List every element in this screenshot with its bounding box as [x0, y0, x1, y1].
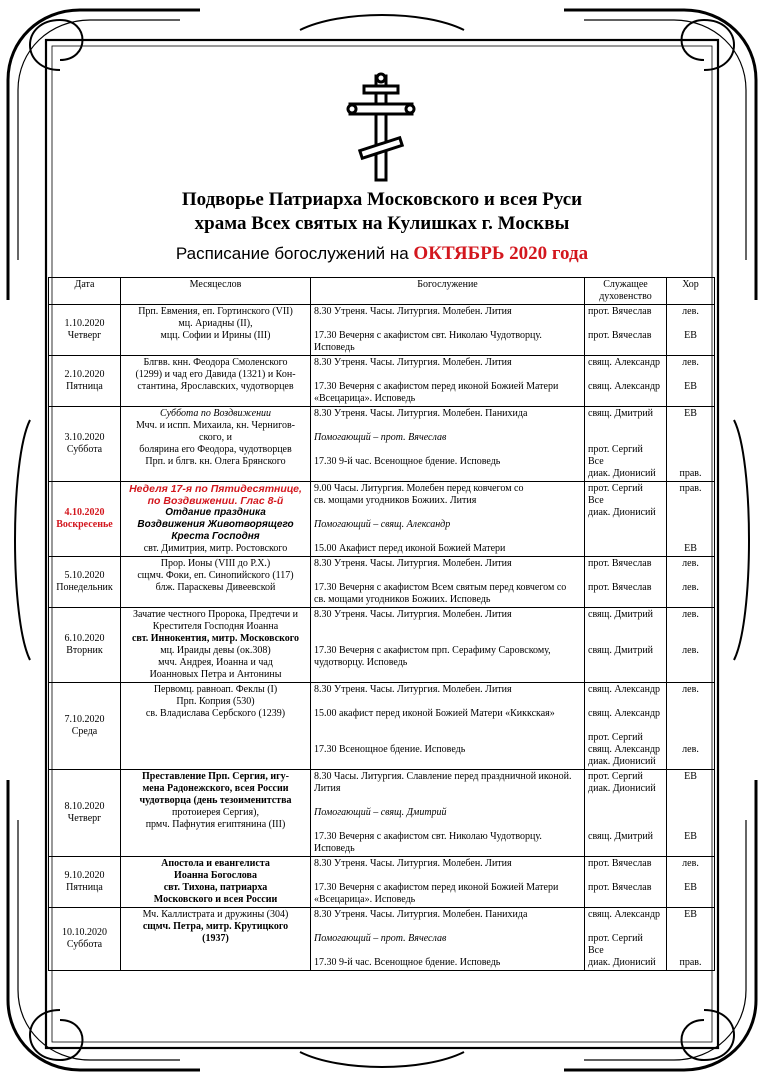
cell-line: сщмч. Петра, митр. Крутицкого — [142, 921, 289, 932]
cell-line — [670, 720, 711, 732]
weekday: Суббота — [66, 939, 103, 950]
clergy-cell — [585, 908, 667, 971]
cell-line: 8.30 Утреня. Часы. Литургия. Молебен. Лития — [314, 306, 512, 317]
cell-line: Блгвв. кнн. Феодора Смоленского — [143, 357, 288, 368]
cell-line: прав. — [679, 468, 702, 479]
cell-line — [314, 819, 581, 831]
cell-line: Все — [588, 945, 604, 956]
cell-line — [670, 819, 711, 831]
cell-line: 17.30 Вечерня с акафистом свт. Николаю Чудотворцу. — [314, 330, 542, 341]
choir-cell — [667, 908, 715, 971]
cell-line — [588, 369, 663, 381]
cell-line — [314, 318, 581, 330]
date: 2.10.2020 — [64, 369, 105, 380]
service-cell — [311, 356, 585, 407]
cell-line: 8.30 Утреня. Часы. Литургия. Молебен. Лития — [314, 609, 512, 620]
cell-line — [670, 342, 711, 354]
weekday: Среда — [71, 726, 98, 737]
date: 3.10.2020 — [64, 432, 105, 443]
cell-line: 17.30 Вечерня с акафистом прп. Серафиму Саровскому, — [314, 645, 551, 656]
cell-line: ЕВ — [684, 771, 697, 782]
orthodox-cross-icon — [346, 72, 416, 184]
cell-line: мц. Ираиды девы (ок.308) — [160, 645, 271, 656]
cell-line: прмч. Пафнутия египтянина (III) — [145, 819, 286, 830]
saints-cell — [121, 482, 311, 557]
choir-cell — [667, 356, 715, 407]
cell-line — [670, 708, 711, 720]
cell-line: прот. Вячеслав — [588, 582, 652, 593]
cell-line — [588, 342, 663, 354]
cell-line: диак. Дионисий — [588, 783, 656, 794]
cell-line — [314, 720, 581, 732]
date-cell — [49, 356, 121, 407]
cell-line: Креста Господня — [171, 531, 260, 542]
cell-line: свящ. Александр — [588, 744, 661, 755]
clergy-cell — [585, 482, 667, 557]
service-cell — [311, 557, 585, 608]
cell-line: лев. — [682, 645, 699, 656]
choir-cell — [667, 857, 715, 908]
saints-cell — [121, 557, 311, 608]
date-cell — [49, 407, 121, 482]
cell-line — [314, 921, 581, 933]
cell-line — [670, 894, 711, 906]
clergy-cell — [585, 557, 667, 608]
cell-line: прав. — [679, 483, 702, 494]
cell-line: Все — [588, 456, 604, 467]
cell-line: 17.30 9-й час. Всенощное бдение. Исповедь — [314, 957, 501, 968]
cell-line — [314, 444, 581, 456]
cell-line: диак. Дионисий — [588, 957, 656, 968]
cell-line — [670, 444, 711, 456]
cell-line — [670, 633, 711, 645]
schedule-body — [49, 305, 715, 971]
cell-line — [588, 819, 663, 831]
service-cell — [311, 683, 585, 770]
cell-line: 17.30 Вечерня с акафистом перед иконой Божией Матери — [314, 882, 559, 893]
cell-line: ЕВ — [684, 543, 697, 554]
page-subtitle: храма Всех святых на Кулишках г. Москвы — [194, 213, 570, 234]
date-cell — [49, 608, 121, 683]
table-row — [49, 305, 715, 356]
cell-line: 17.30 Всенощное бдение. Исповедь — [314, 744, 466, 755]
cell-line: 8.30 Утреня. Часы. Литургия. Молебен. Лития — [314, 357, 512, 368]
cell-line — [588, 393, 663, 405]
schedule-prefix: Расписание богослужений на — [175, 244, 409, 263]
cell-line: Все — [588, 495, 604, 506]
cell-line — [670, 531, 711, 543]
cell-line — [670, 807, 711, 819]
cell-line: лев. — [682, 744, 699, 755]
cell-line — [314, 732, 581, 744]
saints-cell — [121, 770, 311, 857]
cell-line — [314, 669, 581, 681]
cell-line — [670, 669, 711, 681]
cell-line — [588, 720, 663, 732]
cell-line: свт. Иннокентия, митр. Московского — [131, 633, 300, 644]
service-cell — [311, 407, 585, 482]
cell-line: по Воздвижении. Глас 8-й — [147, 495, 284, 507]
cell-line: Лития — [314, 783, 341, 794]
cell-line: прот. Сергий — [588, 933, 643, 944]
cell-line: Мчч. и испп. Михаила, кн. Чернигов- — [136, 420, 295, 431]
cell-line: 8.30 Утреня. Часы. Литургия. Молебен. Лития — [314, 858, 512, 869]
cell-line — [588, 570, 663, 582]
date: 8.10.2020 — [64, 801, 105, 812]
cell-line: ЕВ — [684, 909, 697, 920]
cell-line — [670, 369, 711, 381]
schedule-table — [48, 277, 715, 971]
cell-line: лев. — [682, 858, 699, 869]
cell-line: Помогающий – прот. Вячеслав — [314, 933, 447, 944]
service-cell — [311, 608, 585, 683]
date-cell — [49, 857, 121, 908]
cell-line: мц. Ариадны (II), — [178, 318, 253, 329]
cell-line: Иоанна Богослова — [174, 870, 257, 881]
service-cell — [311, 908, 585, 971]
cell-line — [314, 570, 581, 582]
weekday: Пятница — [66, 882, 103, 893]
date: 4.10.2020 — [64, 507, 105, 518]
cell-line — [588, 843, 663, 855]
cell-line: Прп. Евмения, еп. Гортинского (VII) — [138, 306, 293, 317]
cell-line: прот. Вячеслав — [588, 558, 652, 569]
cell-line — [588, 657, 663, 669]
cell-line: болярина его Феодора, чудотворцев — [139, 444, 292, 455]
table-row — [49, 557, 715, 608]
cell-line: Прор. Ионы (VIII до Р.Х.) — [160, 558, 271, 569]
cell-line: прот. Вячеслав — [588, 306, 652, 317]
cell-line: Преставление Прп. Сергия, игу- — [142, 771, 289, 782]
table-row — [49, 608, 715, 683]
cell-line: 17.30 9-й час. Всенощное бдение. Исповедь — [314, 456, 501, 467]
cell-line — [588, 531, 663, 543]
cell-line: (1937) — [202, 933, 229, 944]
clergy-cell — [585, 305, 667, 356]
cell-line — [670, 318, 711, 330]
saints-cell — [121, 908, 311, 971]
service-cell — [311, 857, 585, 908]
cell-line: 15.00 Акафист перед иконой Божией Матери — [314, 543, 506, 554]
cell-line — [588, 621, 663, 633]
cell-line: 8.30 Часы. Литургия. Славление перед праздничной иконой. — [314, 771, 572, 782]
cell-line: Исповедь — [314, 843, 355, 854]
cell-line: 8.30 Утреня. Часы. Литургия. Молебен. Панихида — [314, 408, 528, 419]
date: 1.10.2020 — [64, 318, 105, 329]
cell-line: Помогающий – свящ. Дмитрий — [314, 807, 447, 818]
cell-line — [588, 921, 663, 933]
cell-line: свящ. Дмитрий — [588, 645, 654, 656]
cell-line: прот. Вячеслав — [588, 330, 652, 341]
cell-line — [314, 468, 581, 480]
header-date: Дата — [49, 278, 121, 305]
clergy-cell — [585, 770, 667, 857]
choir-cell — [667, 608, 715, 683]
cell-line: ского, и — [199, 432, 232, 443]
weekday: Четверг — [67, 330, 102, 341]
cell-line: свящ. Александр — [588, 357, 661, 368]
cell-line — [670, 783, 711, 795]
cell-line — [670, 594, 711, 606]
date-cell — [49, 908, 121, 971]
clergy-cell — [585, 857, 667, 908]
cell-line — [670, 657, 711, 669]
cell-line: Апостола и евангелиста — [161, 858, 270, 869]
clergy-cell — [585, 683, 667, 770]
cell-line — [670, 507, 711, 519]
cell-line — [588, 633, 663, 645]
cell-line: Помогающий – прот. Вячеслав — [314, 432, 447, 443]
cell-line — [588, 696, 663, 708]
cell-line: 15.00 акафист перед иконой Божией Матери «Киккская» — [314, 708, 555, 719]
cell-line: прот. Сергий — [588, 444, 643, 455]
cell-line — [670, 570, 711, 582]
cell-line: свящ. Дмитрий — [588, 609, 654, 620]
schedule-heading — [0, 243, 764, 265]
saints-cell — [121, 356, 311, 407]
cell-line: свящ. Дмитрий — [588, 831, 654, 842]
cell-line: свящ. Александр — [588, 381, 661, 392]
cell-line: свящ. Дмитрий — [588, 408, 654, 419]
cell-line: 17.30 Вечерня с акафистом свт. Николаю Чудотворцу. — [314, 831, 542, 842]
cell-line: ЕВ — [684, 831, 697, 842]
cell-line — [670, 843, 711, 855]
date: 5.10.2020 — [64, 570, 105, 581]
cell-line: Московского и всея России — [153, 894, 278, 905]
weekday: Суббота — [66, 444, 103, 455]
cell-line: Неделя 17-я по Пятидесятнице, — [129, 483, 302, 495]
date-cell — [49, 482, 121, 557]
saints-cell — [121, 857, 311, 908]
cell-line — [670, 696, 711, 708]
cell-line: ЕВ — [684, 330, 697, 341]
table-row — [49, 683, 715, 770]
weekday: Вторник — [66, 645, 103, 656]
cell-line: 9.00 Часы. Литургия. Молебен перед ковчегом со — [314, 483, 524, 494]
cell-line — [670, 432, 711, 444]
cell-line — [314, 507, 581, 519]
cell-line — [670, 921, 711, 933]
cell-line: Воздвижения Животворящего — [137, 519, 294, 530]
cell-line: прот. Вячеслав — [588, 882, 652, 893]
cell-line: 8.30 Утреня. Часы. Литургия. Молебен. Лития — [314, 684, 512, 695]
cell-line — [670, 420, 711, 432]
cell-line: Мч. Каллистрата и дружины (304) — [142, 909, 289, 920]
cell-line — [314, 369, 581, 381]
cell-line — [670, 621, 711, 633]
cell-line — [588, 318, 663, 330]
choir-cell — [667, 557, 715, 608]
cell-line — [588, 543, 663, 555]
service-cell — [311, 770, 585, 857]
saints-cell — [121, 305, 311, 356]
cell-line — [314, 420, 581, 432]
cell-line: Зачатие честного Пророка, Предтечи и — [133, 609, 298, 620]
cell-line: свт. Димитрия, митр. Ростовского — [143, 543, 288, 554]
cell-line: ЕВ — [684, 381, 697, 392]
cell-line: «Всецарица». Исповедь — [314, 393, 416, 404]
cell-line — [314, 870, 581, 882]
cell-line: Исповедь — [314, 342, 355, 353]
cell-line: прот. Сергий — [588, 483, 643, 494]
date: 10.10.2020 — [62, 927, 107, 938]
choir-cell — [667, 683, 715, 770]
cell-line — [670, 933, 711, 945]
cell-line: прот. Вячеслав — [588, 858, 652, 869]
cell-line: свт. Тихона, патриарха — [163, 882, 268, 893]
cell-line: 8.30 Утреня. Часы. Литургия. Молебен. Лития — [314, 558, 512, 569]
date: 6.10.2020 — [64, 633, 105, 644]
cell-line — [588, 669, 663, 681]
cell-line — [314, 621, 581, 633]
cell-line: св. мощами угодников Божиих. Исповедь — [314, 594, 491, 605]
cell-line — [314, 945, 581, 957]
cell-line: протоиерея Сергия), — [172, 807, 259, 818]
cell-line — [670, 870, 711, 882]
cell-line — [670, 795, 711, 807]
cell-line: чудотворца (день тезоименитства — [139, 795, 292, 806]
cell-line: «Всецарица». Исповедь — [314, 894, 416, 905]
cell-line: Прп. Коприя (530) — [176, 696, 255, 707]
cell-line: прот. Сергий — [588, 771, 643, 782]
saints-cell — [121, 407, 311, 482]
cell-line: свящ. Александр — [588, 909, 661, 920]
date-cell — [49, 557, 121, 608]
cell-line — [588, 870, 663, 882]
cell-line: чудотворцу. Исповедь — [314, 657, 408, 668]
header-clergy: Служащее духовенство — [585, 278, 667, 305]
cell-line: диак. Дионисий — [588, 756, 656, 767]
date: 7.10.2020 — [64, 714, 105, 725]
cell-line — [588, 519, 663, 531]
cell-line: Иоанновых Петра и Антонины — [149, 669, 282, 680]
cell-line: Крестителя Господня Иоанна — [152, 621, 279, 632]
saints-cell — [121, 608, 311, 683]
page-title: Подворье Патриарха Московского и всея Руси — [181, 189, 583, 210]
cell-line: Отдание праздника — [165, 507, 266, 518]
cell-line: лев. — [682, 684, 699, 695]
cell-line — [588, 420, 663, 432]
cell-line — [588, 432, 663, 444]
weekday: Пятница — [66, 381, 103, 392]
cell-line — [314, 795, 581, 807]
cell-line — [314, 633, 581, 645]
table-row — [49, 908, 715, 971]
cell-line: 8.30 Утреня. Часы. Литургия. Молебен. Панихида — [314, 909, 528, 920]
table-row — [49, 857, 715, 908]
cell-line: (1299) и чад его Давида (1321) и Кон- — [135, 369, 296, 380]
cell-line: лев. — [682, 582, 699, 593]
table-row — [49, 482, 715, 557]
table-header-row — [49, 278, 715, 305]
cell-line: 17.30 Вечерня с акафистом перед иконой Божией Матери — [314, 381, 559, 392]
cell-line — [670, 456, 711, 468]
cell-line: Суббота по Воздвижении — [159, 408, 272, 419]
date-cell — [49, 305, 121, 356]
cell-line: Помогающий – свящ. Александр — [314, 519, 451, 530]
cell-line — [670, 732, 711, 744]
cell-line — [670, 393, 711, 405]
cell-line — [670, 495, 711, 507]
cell-line: лев. — [682, 306, 699, 317]
cell-line — [314, 531, 581, 543]
clergy-cell — [585, 608, 667, 683]
cell-line — [314, 696, 581, 708]
header-service: Богослужение — [311, 278, 585, 305]
date: 9.10.2020 — [64, 870, 105, 881]
choir-cell — [667, 482, 715, 557]
cell-line: Первомц. равноап. Феклы (I) — [153, 684, 278, 695]
cell-line — [588, 795, 663, 807]
cell-line: прав. — [679, 957, 702, 968]
table-row — [49, 407, 715, 482]
cell-line — [588, 807, 663, 819]
choir-cell — [667, 770, 715, 857]
cell-line: лев. — [682, 558, 699, 569]
cell-line — [670, 519, 711, 531]
cell-line: лев. — [682, 357, 699, 368]
cell-line: ЕВ — [684, 882, 697, 893]
service-cell — [311, 305, 585, 356]
table-row — [49, 356, 715, 407]
cell-line: мена Радонежского, всея России — [142, 783, 289, 794]
clergy-cell — [585, 356, 667, 407]
date-cell — [49, 770, 121, 857]
cell-line: Прп. и блгв. кн. Олега Брянского — [145, 456, 286, 467]
cell-line: ЕВ — [684, 408, 697, 419]
weekday: Четверг — [67, 813, 102, 824]
cell-line: мчч. Андрея, Иоанна и чад — [158, 657, 273, 668]
cell-line: мцц. Софии и Ирины (III) — [160, 330, 271, 341]
cell-line: св. Владислава Сербского (1239) — [145, 708, 286, 719]
cell-line — [588, 894, 663, 906]
header-saints: Месяцеслов — [121, 278, 311, 305]
cell-line: свящ. Александр — [588, 684, 661, 695]
cell-line: сщмч. Фоки, еп. Синопийского (117) — [137, 570, 294, 581]
cell-line: диак. Дионисий — [588, 468, 656, 479]
table-row — [49, 770, 715, 857]
cell-line: блж. Параскевы Дивеевской — [155, 582, 276, 593]
service-cell — [311, 482, 585, 557]
clergy-cell — [585, 407, 667, 482]
cell-line: диак. Дионисий — [588, 507, 656, 518]
weekday: Воскресенье — [56, 519, 113, 530]
weekday: Понедельник — [56, 582, 113, 593]
cell-line: прот. Сергий — [588, 732, 643, 743]
cell-line: стантина, Ярославских, чудотворцев — [137, 381, 294, 392]
choir-cell — [667, 305, 715, 356]
choir-cell — [667, 407, 715, 482]
schedule-month: ОКТЯБРЬ 2020 года — [413, 243, 589, 264]
date-cell — [49, 683, 121, 770]
cell-line — [588, 594, 663, 606]
cell-line: свящ. Александр — [588, 708, 661, 719]
cell-line: 17.30 Вечерня с акафистом Всем святым перед ковчегом со — [314, 582, 567, 593]
cell-line: лев. — [682, 609, 699, 620]
saints-cell — [121, 683, 311, 770]
cell-line: св. мощами угодников Божиих. Лития — [314, 495, 477, 506]
header-choir: Хор — [667, 278, 715, 305]
cell-line — [670, 945, 711, 957]
